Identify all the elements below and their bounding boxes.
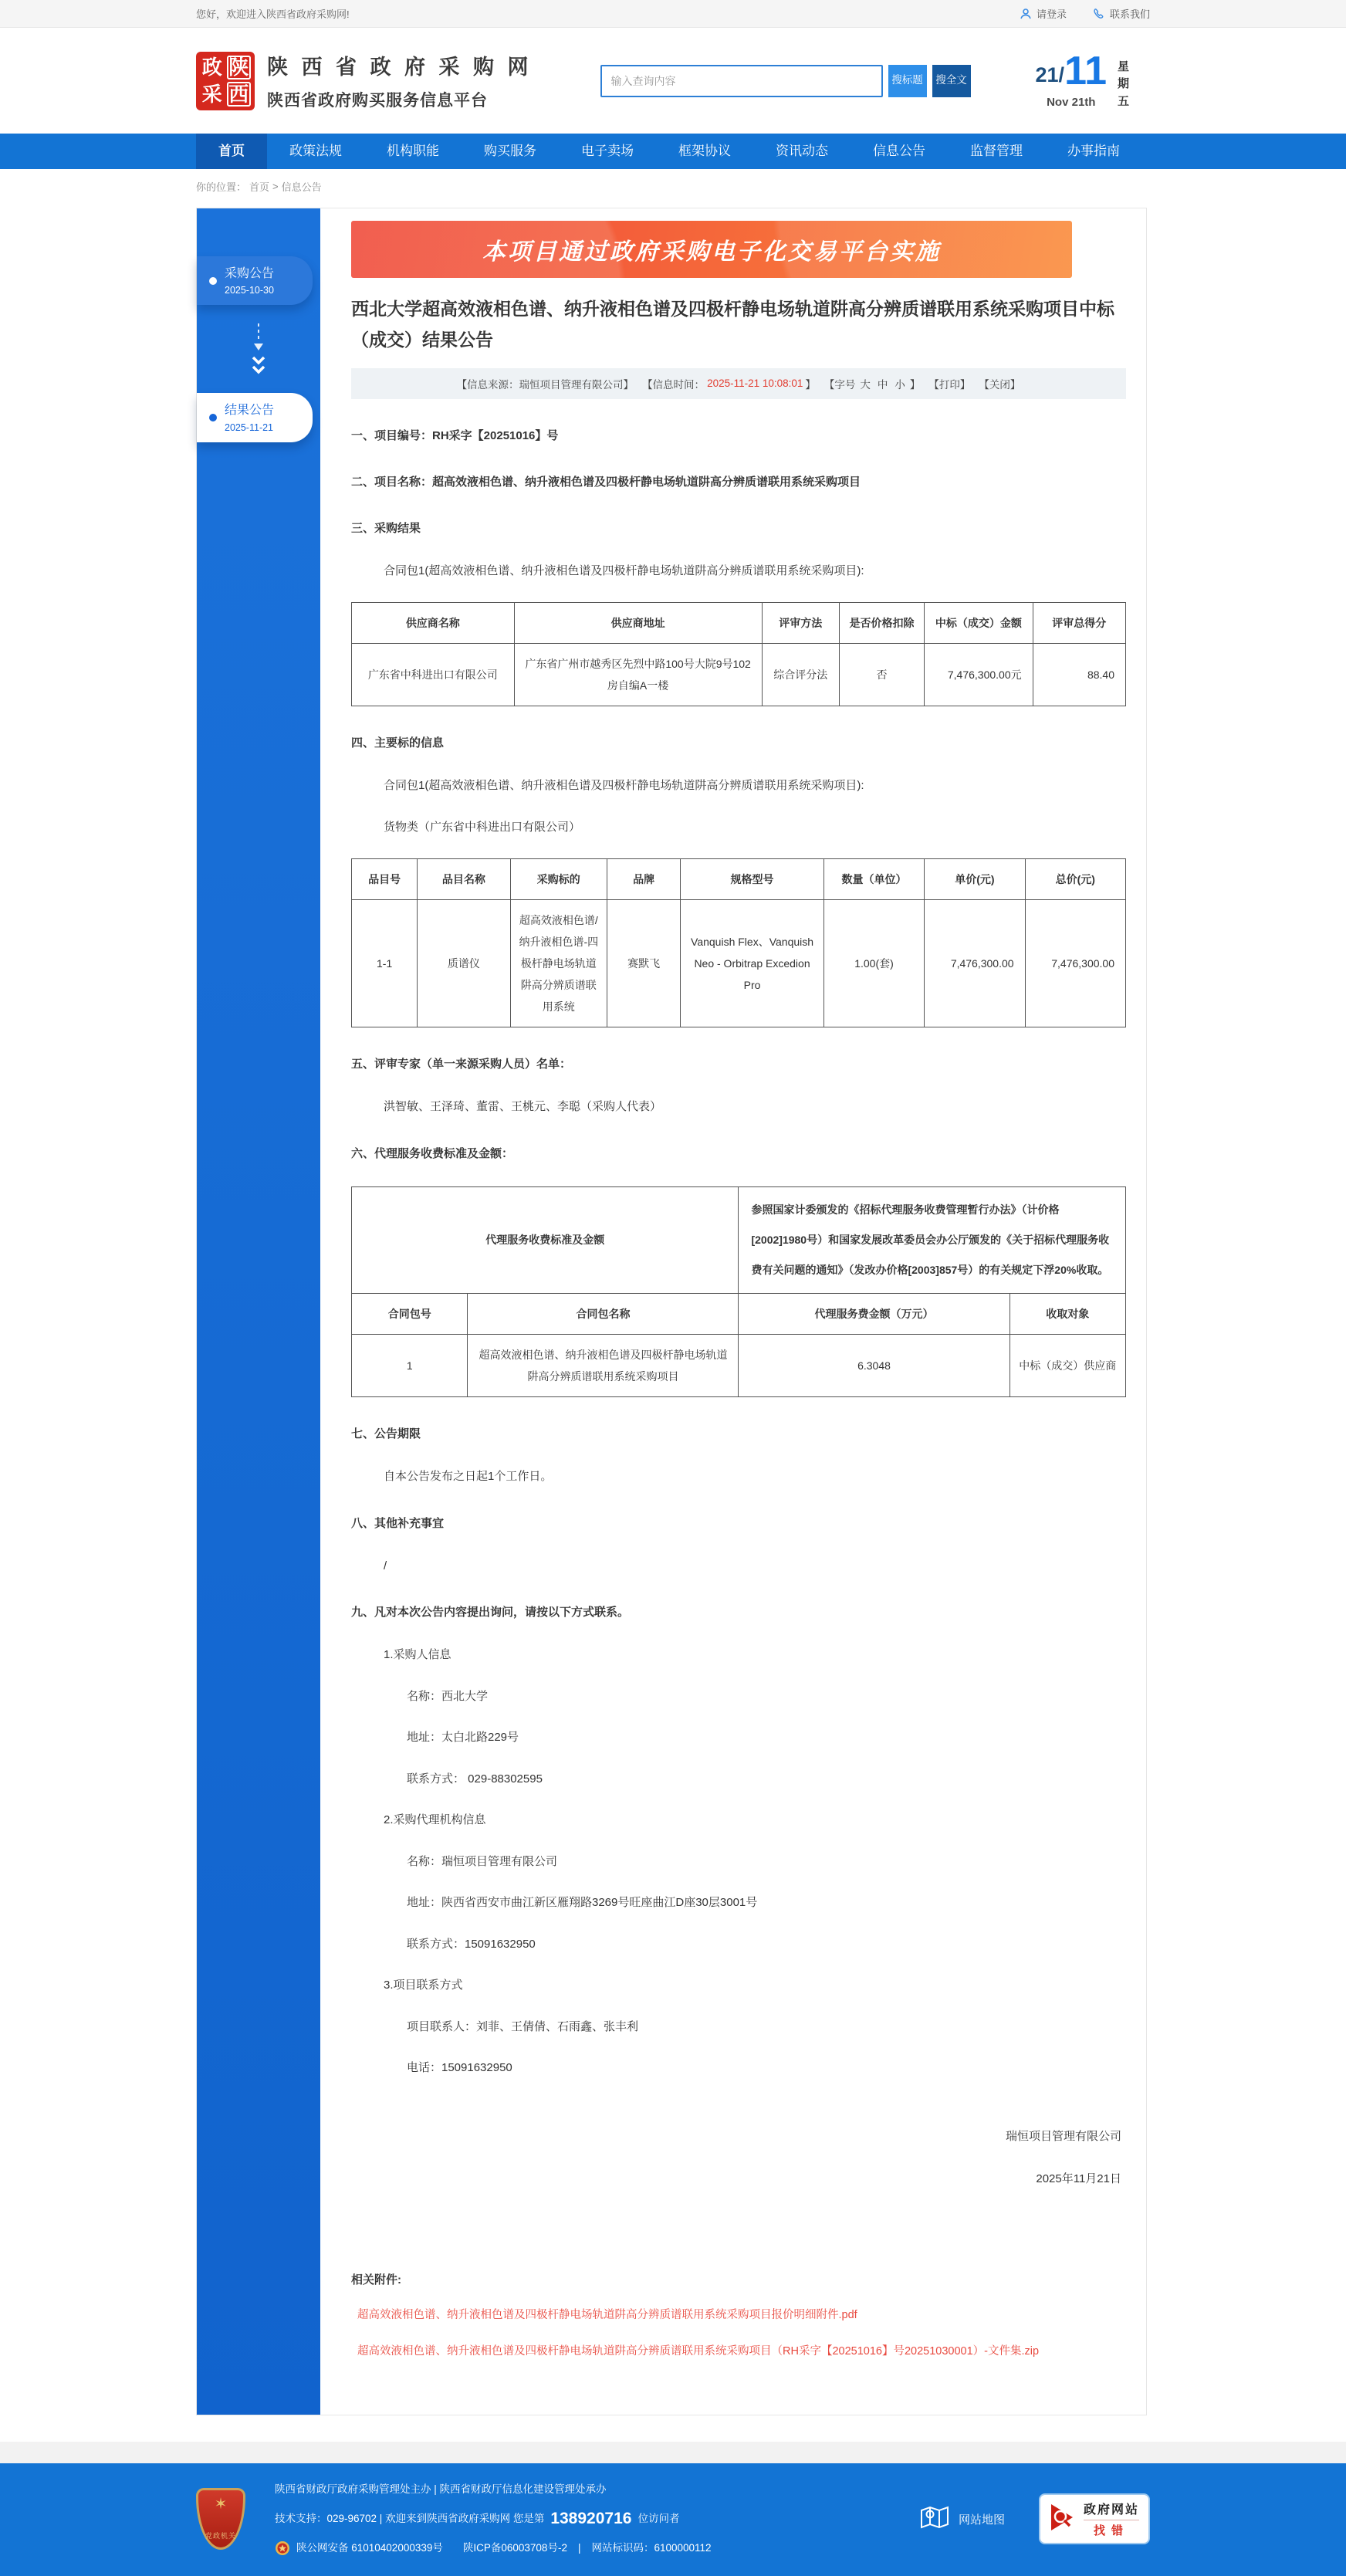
- nav-item-news[interactable]: 资讯动态: [776, 144, 828, 158]
- purchaser-name: 名称：西北大学: [407, 1689, 489, 1703]
- breadcrumb: [0, 169, 1346, 203]
- footer-pipe: |: [577, 2541, 581, 2554]
- footer-info: [275, 2482, 712, 2556]
- announcement-timeline-sidebar: [197, 208, 320, 2415]
- site-name: 陕 西 省 政 府 采 购 网: [267, 56, 533, 79]
- site-header: [0, 28, 1346, 134]
- meta-source: 【信息来源：瑞恒项目管理有限公司】: [456, 378, 634, 391]
- agency-name: 名称：瑞恒项目管理有限公司: [407, 1854, 558, 1868]
- purchaser-address: 地址：太白北路229号: [407, 1731, 519, 1745]
- experts-list: 洪智敏、王泽琦、董雷、王桃元、李聪（采购人代表）: [384, 1100, 662, 1113]
- close-button[interactable]: 【关闭】: [979, 378, 1021, 391]
- signature-org: 瑞恒项目管理有限公司: [1005, 2129, 1121, 2143]
- footer-support: 技术支持：029-96702 | 欢迎来到陕西省政府采购网 您是第: [275, 2512, 545, 2524]
- fontsize-small-button[interactable]: 小: [895, 378, 905, 391]
- topbar-actions: [1020, 6, 1150, 21]
- nav-item-home[interactable]: 首页: [196, 134, 267, 169]
- date-day-prefix: 21/: [1035, 63, 1065, 86]
- attachments-label: 相关附件:: [351, 2273, 401, 2287]
- error-finder-icon: [1050, 2503, 1076, 2536]
- table-row: 1 超高效液相色谱、纳升液相色谱及四极杆静电场轨道阱高分辨质谱联用系统采购项目 6.3048 中标（成交）供应商: [352, 1335, 1126, 1397]
- subject-category-label: 货物类（广东省中科进出口有限公司）: [384, 820, 581, 834]
- agency-fee-standard-row: 代理服务收费标准及金额 参照国家计委颁发的《招标代理服务收费管理暂行办法》（计价格[2002]1980号）和国家发展改革委员会办公厅颁发的《关于招标代理服务收费有关问题的通知》（发改办价格[2003]857号）的有关规定下浮20%收取。: [352, 1186, 1126, 1294]
- footer-beian[interactable]: 陕公网安备 61010402000339号: [296, 2541, 443, 2554]
- contact-us-link[interactable]: 联系我们: [1093, 6, 1150, 21]
- sidebar-item-purchase-announcement[interactable]: 采购公告 2025-10-30: [197, 256, 313, 305]
- welcome-text: 您好，欢迎进入陕西省政府采购网!: [196, 8, 350, 20]
- police-badge-icon: [275, 2540, 290, 2556]
- period-text: 自本公告发布之日起1个工作日。: [384, 1470, 553, 1484]
- result-table-header-row: 供应商名称 供应商地址 评审方法 是否价格扣除 中标（成交）金额 评审总得分: [352, 603, 1126, 644]
- print-button[interactable]: 【打印】: [928, 378, 971, 391]
- main-card: [196, 208, 1147, 2415]
- nav-item-purchase-service[interactable]: 购买服务: [484, 144, 536, 158]
- section-period-heading: 七、公告期限: [351, 1427, 421, 1441]
- website-error-report-badge[interactable]: [1039, 2493, 1150, 2544]
- nav-item-supervision[interactable]: 监督管理: [970, 144, 1023, 158]
- section-contact-heading: 九、凡对本次公告内容提出询问，请按以下方式联系。: [351, 1606, 630, 1620]
- other-text: /: [384, 1559, 387, 1572]
- timeline-dot: [209, 414, 217, 421]
- article-content: [320, 208, 1146, 2415]
- footer-icp[interactable]: 陕ICP备06003708号-2: [462, 2541, 567, 2554]
- footer-right: [920, 2493, 1150, 2544]
- site-footer: [0, 2463, 1346, 2576]
- agency-phone: 联系方式：15091632950: [407, 1937, 536, 1951]
- nav-item-announcements[interactable]: 信息公告: [873, 144, 925, 158]
- main-nav: [0, 134, 1346, 169]
- breadcrumb-home[interactable]: 首页: [249, 181, 270, 193]
- attachment-link-zip[interactable]: 超高效液相色谱、纳升液相色谱及四极杆静电场轨道阱高分辨质谱联用系统采购项目（RH采字【20251016】号20251030001）-文件集.zip: [357, 2345, 1040, 2358]
- top-utility-bar: [0, 0, 1346, 28]
- purchaser-phone: 联系方式： 029-88302595: [407, 1772, 543, 1786]
- fontsize-medium-button[interactable]: 中: [877, 378, 888, 391]
- shield-label: 党政机关: [205, 2532, 236, 2540]
- signature-date: 2025年11月21日: [1036, 2171, 1121, 2185]
- breadcrumb-current[interactable]: 信息公告: [281, 181, 322, 193]
- date-month: 11: [1064, 48, 1108, 93]
- government-shield-badge: [196, 2488, 245, 2550]
- project-contact-heading: 3.项目联系方式: [384, 1979, 463, 1992]
- section-main-subject-heading: 四、主要标的信息: [351, 736, 445, 750]
- meta-fontsize-close: 】: [909, 378, 921, 391]
- login-link[interactable]: 请登录: [1020, 6, 1067, 21]
- footer-divider: [0, 2442, 1346, 2463]
- section-project-name: 二、项目名称：超高效液相色谱、纳升液相色谱及四极杆静电场轨道阱高分辨质谱联用系统采购项目: [351, 475, 861, 489]
- footer-visitor-suffix: 位访问者: [637, 2512, 680, 2524]
- shield-emblem-icon: ✶: [214, 2496, 228, 2513]
- subject-package-label: 合同包1(超高效液相色谱、纳升液相色谱及四极杆静电场轨道阱高分辨质谱联用系统采购项目):: [384, 779, 864, 792]
- items-table-header-row: 品目号 品目名称 采购标的 品牌 规格型号 数量（单位） 单价(元) 总价(元): [352, 859, 1126, 900]
- sitemap-label: 网站地图: [958, 2513, 1005, 2527]
- breadcrumb-separator: >: [272, 180, 279, 192]
- error-badge-text: [1084, 2500, 1139, 2538]
- items-table: [351, 858, 1126, 1027]
- section-result-heading: 三、采购结果: [351, 521, 421, 535]
- search-area: [600, 65, 971, 97]
- search-input[interactable]: [600, 65, 883, 97]
- table-row: 1-1 质谱仪 超高效液相色谱/纳升液相色谱-四极杆静电场轨道阱高分辨质谱联用系统 赛默飞 Vanquish Flex、Vanquish Neo - Orbitrap Excedion Pro 1.00(套) 7,476,300.00 7,476,300.00: [352, 900, 1126, 1027]
- agency-fee-table: [351, 1186, 1126, 1398]
- agency-info-heading: 2.采购代理机构信息: [384, 1813, 486, 1827]
- nav-item-functions[interactable]: 机构职能: [387, 144, 439, 158]
- search-fulltext-button[interactable]: 搜全文: [932, 65, 971, 97]
- attachment-link-pdf[interactable]: 超高效液相色谱、纳升液相色谱及四极杆静电场轨道阱高分辨质谱联用系统采购项目报价明细附件.pdf: [357, 2308, 857, 2321]
- phone-icon: [1093, 8, 1105, 20]
- error-badge-top: 政府网站: [1083, 2503, 1139, 2517]
- nav-item-guide[interactable]: 办事指南: [1067, 144, 1120, 158]
- meta-time-label: 【信息时间：: [642, 378, 705, 391]
- section-experts-heading: 五、评审专家（单一来源采购人员）名单：: [351, 1058, 572, 1071]
- visitor-count: 138920716: [550, 2510, 632, 2528]
- user-icon: [1020, 8, 1032, 20]
- article-meta-bar: [351, 368, 1126, 399]
- section-other-heading: 八、其他补充事宜: [351, 1516, 445, 1530]
- signature-block: [351, 2127, 1126, 2186]
- agency-address: 地址：陕西省西安市曲江新区雁翔路3269号旺座曲江D座30层3001号: [407, 1896, 758, 1910]
- search-title-button[interactable]: 搜标题: [888, 65, 927, 97]
- sitemap-link[interactable]: [920, 2505, 1005, 2533]
- site-logo[interactable]: 政 陕 采 西: [196, 52, 255, 110]
- nav-item-framework[interactable]: 框架协议: [678, 144, 731, 158]
- date-widget: [1035, 48, 1130, 111]
- footer-organizer: 陕西省财政厅政府采购管理处主办 | 陕西省财政厅信息化建设管理处承办: [275, 2483, 607, 2496]
- timeline-dot: [209, 277, 217, 285]
- agency-fee-header-row: 合同包号 合同包名称 代理服务费金额（万元） 收取对象: [352, 1294, 1126, 1335]
- page-title: 西北大学超高效液相色谱、纳升液相色谱及四极杆静电场轨道阱高分辨质谱联用系统采购项目中标（成交）结果公告: [351, 299, 1114, 350]
- section-agency-fee-heading: 六、代理服务收费标准及金额：: [351, 1146, 514, 1160]
- section-project-number: 一、项目编号：RH采字【20251016】号: [351, 428, 559, 442]
- project-contacts: 项目联系人：刘菲、王倩倩、石雨鑫、张丰利: [407, 2019, 639, 2033]
- date-weekday: 星 期 五: [1118, 59, 1130, 108]
- date-numbers: [1035, 48, 1108, 109]
- nav-item-policy[interactable]: 政策法规: [289, 144, 342, 158]
- nav-item-e-mall[interactable]: 电子卖场: [581, 144, 634, 158]
- error-badge-bottom: 找错: [1084, 2520, 1139, 2538]
- timeline-arrow-icon: [197, 310, 320, 393]
- result-package-label: 合同包1(超高效液相色谱、纳升液相色谱及四极杆静电场轨道阱高分辨质谱联用系统采购项目):: [384, 564, 864, 577]
- site-titles: [267, 50, 533, 111]
- table-row: 广东省中科进出口有限公司 广东省广州市越秀区先烈中路100号大院9号102房自编A一楼 综合评分法 否 7,476,300.00元 88.40: [352, 644, 1126, 706]
- platform-banner: 本项目通过政府采购电子化交易平台实施: [351, 221, 1072, 278]
- project-phone: 电话：15091632950: [407, 2061, 512, 2075]
- meta-time-value: 2025-11-21 10:08:01: [707, 377, 803, 389]
- sidebar-item-result-announcement[interactable]: 结果公告 2025-11-21: [197, 393, 313, 442]
- date-english: Nov 21th: [1047, 95, 1096, 109]
- map-icon: [920, 2505, 949, 2533]
- result-table: [351, 602, 1126, 706]
- meta-time-close: 】: [805, 378, 816, 391]
- breadcrumb-label: 你的位置：: [196, 181, 247, 193]
- purchaser-info-heading: 1.采购人信息: [384, 1648, 451, 1662]
- footer-site-code: 网站标识码：6100000112: [591, 2541, 712, 2554]
- site-subtitle: 陕西省政府购买服务信息平台: [267, 92, 488, 110]
- meta-fontsize-label: 【字号: [823, 378, 856, 391]
- fontsize-large-button[interactable]: 大: [860, 378, 871, 391]
